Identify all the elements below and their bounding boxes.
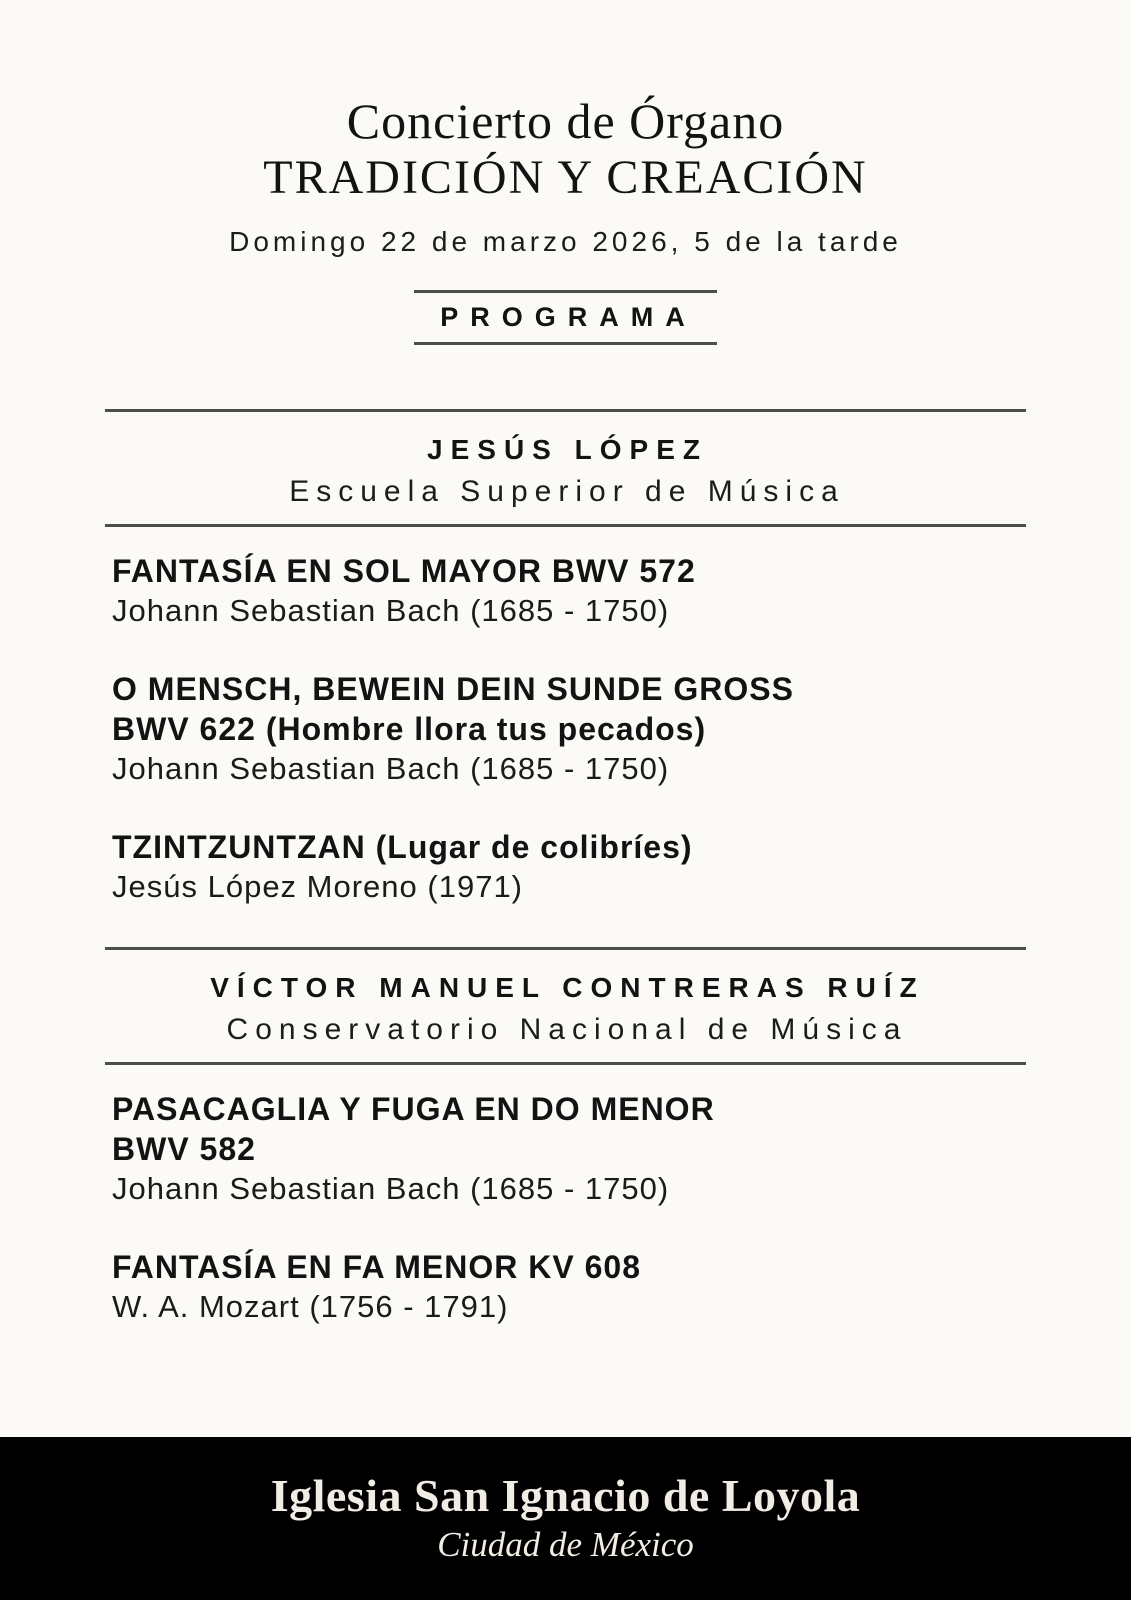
event-date: Domingo 22 de marzo 2026, 5 de la tarde bbox=[229, 226, 902, 257]
piece-item bbox=[112, 827, 1026, 907]
section-divider bbox=[105, 1062, 1026, 1065]
piece-item bbox=[112, 1247, 1026, 1327]
piece-composer: Johann Sebastian Bach (1685 - 1750) bbox=[112, 1171, 670, 1206]
piece-title: FANTASÍA EN SOL MAYOR BWV 572 bbox=[112, 553, 696, 589]
piece-title: BWV 622 (Hombre llora tus pecados) bbox=[112, 711, 707, 747]
performer-block-2 bbox=[0, 971, 1131, 1049]
piece-item bbox=[112, 1089, 1026, 1209]
page-title: Concierto de Órgano bbox=[346, 93, 785, 149]
performer-block-1 bbox=[0, 433, 1131, 511]
piece-list-1 bbox=[112, 551, 1026, 907]
piece-composer: Johann Sebastian Bach (1685 - 1750) bbox=[112, 593, 670, 628]
piece-title: FANTASÍA EN FA MENOR KV 608 bbox=[112, 1249, 641, 1285]
piece-composer: W. A. Mozart (1756 - 1791) bbox=[112, 1289, 509, 1324]
performer-institution: Conservatorio Nacional de Música bbox=[226, 1013, 908, 1046]
program-header bbox=[0, 92, 1131, 345]
piece-list-2 bbox=[112, 1089, 1026, 1327]
page-subtitle: TRADICIÓN Y CREACIÓN bbox=[263, 151, 868, 204]
piece-composer: Jesús López Moreno (1971) bbox=[112, 869, 524, 904]
performer-institution: Escuela Superior de Música bbox=[289, 475, 845, 508]
venue-city: Ciudad de México bbox=[437, 1525, 694, 1564]
performer-name: VÍCTOR MANUEL CONTRERAS RUÍZ bbox=[210, 972, 925, 1003]
piece-title: PASACAGLIA Y FUGA EN DO MENOR bbox=[112, 1091, 715, 1127]
performer-name: JESÚS LÓPEZ bbox=[427, 434, 708, 465]
piece-item bbox=[112, 669, 1026, 789]
section-divider bbox=[105, 524, 1026, 527]
section-divider bbox=[105, 947, 1026, 950]
piece-title: O MENSCH, BEWEIN DEIN SUNDE GROSS bbox=[112, 671, 794, 707]
piece-title: TZINTZUNTZAN (Lugar de colibríes) bbox=[112, 829, 693, 865]
venue-name: Iglesia San Ignacio de Loyola bbox=[270, 1470, 861, 1521]
piece-item bbox=[112, 551, 1026, 631]
footer-banner bbox=[0, 1437, 1131, 1600]
program-label: PROGRAMA bbox=[414, 290, 717, 345]
section-divider bbox=[105, 409, 1026, 412]
piece-composer: Johann Sebastian Bach (1685 - 1750) bbox=[112, 751, 670, 786]
piece-title: BWV 582 bbox=[112, 1131, 256, 1167]
